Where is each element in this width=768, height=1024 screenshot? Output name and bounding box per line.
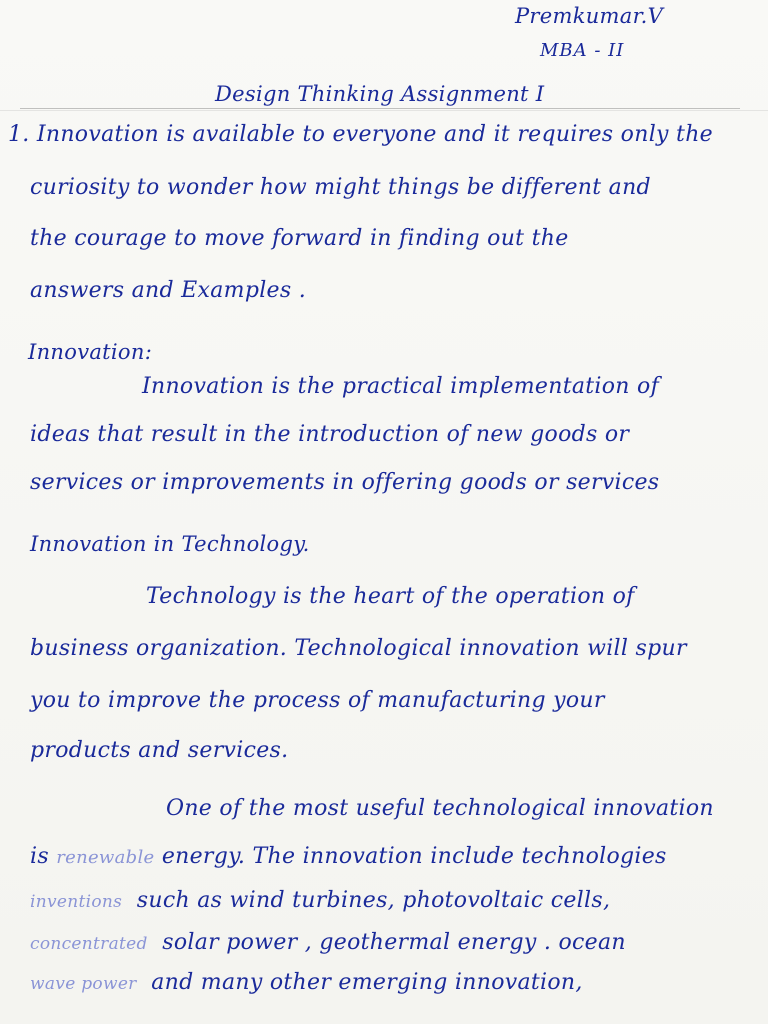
section3-line-4 bbox=[30, 930, 626, 955]
section-heading-innovation: Innovation: bbox=[28, 340, 153, 364]
author-name: Premkumar.V bbox=[515, 4, 664, 28]
section3-line-5 bbox=[30, 970, 583, 995]
section3-line-5-text: and many other emerging innovation, bbox=[151, 970, 583, 995]
faint-word: concentrated bbox=[30, 934, 148, 954]
section2-line-2: business organization. Technological innovation will spur bbox=[30, 636, 687, 661]
section3-line-3 bbox=[30, 888, 610, 913]
question-line-1: 1. Innovation is available to everyone and it requires only the bbox=[8, 122, 713, 147]
page-ruling bbox=[0, 110, 768, 111]
question-line-4: answers and Examples . bbox=[30, 278, 307, 303]
section1-line-1: Innovation is the practical implementation of bbox=[142, 374, 660, 399]
section2-line-3: you to improve the process of manufacturing your bbox=[30, 688, 605, 713]
course-label: MBA - II bbox=[540, 40, 625, 61]
title-underline bbox=[20, 108, 740, 109]
question-line-3: the courage to move forward in finding out the bbox=[30, 226, 569, 251]
question-line-2: curiosity to wonder how might things be different and bbox=[30, 175, 651, 200]
section2-line-4: products and services. bbox=[30, 738, 289, 763]
assignment-title: Design Thinking Assignment I bbox=[215, 82, 545, 106]
section3-line-3-text: such as wind turbines, photovoltaic cells, bbox=[136, 888, 611, 913]
section2-line-1: Technology is the heart of the operation of bbox=[146, 584, 635, 609]
section-heading-technology: Innovation in Technology. bbox=[30, 532, 310, 556]
section1-line-2: ideas that result in the introduction of new goods or bbox=[30, 422, 630, 447]
section3-line-2: is renewable energy. The innovation include technologies bbox=[30, 844, 667, 869]
faint-word: renewable bbox=[56, 847, 155, 868]
faint-word: wave power bbox=[30, 974, 137, 994]
section3-line-1: One of the most useful technological innovation bbox=[166, 796, 714, 821]
faint-word: inventions bbox=[30, 892, 123, 912]
section1-line-3: services or improvements in offering goods or services bbox=[30, 470, 660, 495]
section3-line-4-text: solar power , geothermal energy . ocean bbox=[162, 930, 626, 955]
